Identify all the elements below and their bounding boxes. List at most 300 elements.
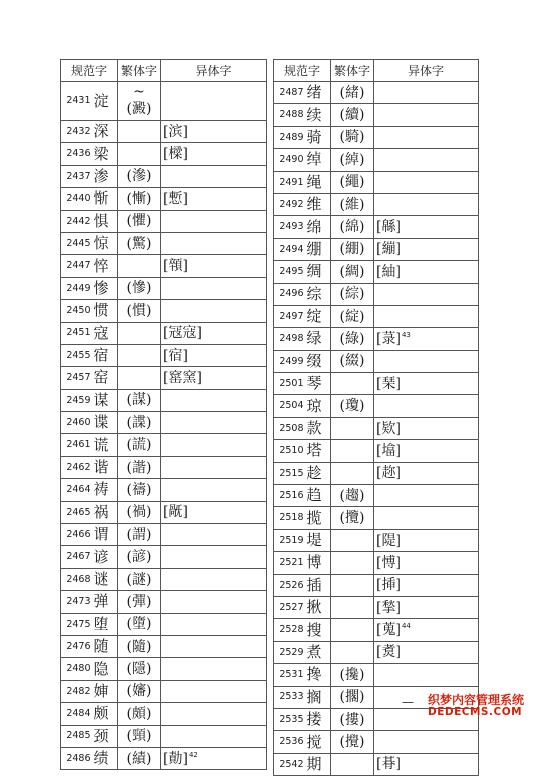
standard-char-text: 淀 [93,91,109,110]
standard-char-text: 揽 [306,508,322,527]
variant-char [161,143,267,165]
row-number-text: 2498 [279,333,304,345]
traditional-char-text: (頸) [126,728,152,745]
table-row [274,238,479,260]
standard-char [93,277,118,299]
standard-char-text: 塔 [306,441,322,460]
table-row [61,412,267,434]
standard-char [306,731,331,753]
variant-char [374,305,479,327]
variant-char [374,731,479,753]
row-number-text: 2542 [279,758,304,770]
standard-char-text: 谋 [93,390,109,409]
row-number [274,686,306,708]
traditional-char [331,462,374,484]
row-number [61,300,93,322]
standard-char [306,328,331,350]
row-number [61,344,93,366]
variant-char [374,529,479,551]
traditional-char [331,82,374,104]
table-row [274,753,479,775]
table-row [61,613,267,635]
row-number-text: 2436 [66,148,91,160]
row-number [61,524,93,546]
standard-char [306,261,331,283]
traditional-char [118,82,161,121]
standard-char [306,216,331,238]
table-row [61,680,267,702]
row-number-text: 2467 [66,551,91,563]
traditional-char [331,686,374,708]
variant-char [161,434,267,456]
standard-char-text: 婶 [93,681,109,700]
traditional-char [331,283,374,305]
variant-char [161,658,267,680]
standard-char-text: 寇 [93,323,109,342]
row-number [274,619,306,641]
table-row [61,165,267,187]
table-row [61,747,267,769]
row-number [61,658,93,680]
traditional-char [118,344,161,366]
traditional-char [118,165,161,187]
variant-char-text: [繃] [376,241,401,258]
standard-char-text: 窑 [93,368,109,387]
variant-char-text: [慙] [163,190,188,207]
variant-char [161,725,267,747]
standard-char-text: 绸 [306,262,322,281]
table-row [274,328,479,350]
traditional-char-line: ~ [133,84,145,100]
variant-char [374,126,479,148]
row-number-text: 2510 [279,445,304,457]
row-number-text: 2442 [66,215,91,227]
traditional-char [331,328,374,350]
variant-char [161,501,267,523]
standard-char [306,417,331,439]
table-row [274,171,479,193]
standard-char-text: 谐 [93,458,109,477]
row-number [61,412,93,434]
row-number-text: 2431 [66,95,91,107]
row-number [274,216,306,238]
traditional-char-text: (謎) [126,571,152,588]
variant-char [374,753,479,775]
traditional-char-text: (緒) [339,84,365,101]
variant-char-text: [宿] [163,347,188,364]
row-number-text: 2494 [279,243,304,255]
variant-char-text: [顇] [163,258,188,275]
table-row [274,507,479,529]
table-row [61,725,267,747]
standard-char-text: 煮 [306,642,322,661]
traditional-char [118,255,161,277]
standard-char [93,546,118,568]
table-row [274,216,479,238]
variant-char [374,373,479,395]
variant-char-text: [趂] [376,465,401,482]
row-number [274,261,306,283]
row-number-text: 2526 [279,579,304,591]
traditional-char [118,591,161,613]
standard-char [93,703,118,725]
table-row [61,188,267,210]
traditional-char [118,613,161,635]
table-row [274,440,479,462]
table-row [274,261,479,283]
standard-char [93,524,118,546]
standard-char-text: 绪 [306,83,322,102]
standard-char-text: 搁 [306,687,322,706]
table-row [61,344,267,366]
row-number [274,373,306,395]
traditional-char-text: (滲) [126,168,152,185]
standard-char [93,635,118,657]
variant-char [161,344,267,366]
table-row [274,462,479,484]
variant-char-text: [墖] [376,442,401,459]
traditional-char [331,149,374,171]
row-number [61,121,93,143]
row-number-text: 2485 [66,730,91,742]
row-number-text: 2473 [66,596,91,608]
standard-char [306,305,331,327]
row-number [274,485,306,507]
variant-char [161,232,267,254]
row-number-text: 2521 [279,557,304,569]
traditional-char [118,277,161,299]
traditional-char-text: (慚) [126,190,152,207]
row-number [274,507,306,529]
row-number-text: 2451 [66,327,91,339]
row-number-text: 2487 [279,86,304,98]
standard-char-text: 惧 [93,211,109,230]
traditional-char-text: (綿) [339,219,365,236]
variant-char [161,479,267,501]
traditional-char-text: (摟) [339,711,365,728]
row-number-text: 2457 [66,372,91,384]
traditional-char-text: (諺) [126,549,152,566]
traditional-char-text: (驚) [126,235,152,252]
standard-char-text: 绿 [306,329,322,348]
standard-char [306,462,331,484]
standard-char-text: 期 [306,754,322,773]
standard-char [93,658,118,680]
row-number [274,82,306,104]
standard-char-text: 维 [306,195,322,214]
standard-char [306,686,331,708]
variant-char [374,395,479,417]
variant-char [374,216,479,238]
standard-char [93,568,118,590]
row-number-text: 2468 [66,573,91,585]
standard-char [93,456,118,478]
variant-char [161,300,267,322]
row-number-text: 2528 [279,624,304,636]
standard-char-text: 趋 [306,486,322,505]
table-row [274,373,479,395]
variant-char-text: [勣] [163,750,188,767]
variant-char [374,171,479,193]
row-number [61,703,93,725]
variant-char [161,367,267,389]
row-number-text: 2527 [279,601,304,613]
row-number-text: 2518 [279,512,304,524]
header-traditional-char: 繁体字 [331,60,374,82]
variant-char [374,462,479,484]
variant-char [161,546,267,568]
variant-char [161,121,267,143]
standard-char-text: 深 [93,122,109,141]
variant-char [161,322,267,344]
variant-char [374,485,479,507]
traditional-char-text: (瓊) [339,398,365,415]
standard-char-text: 谜 [93,570,109,588]
standard-char-text: 博 [306,553,322,572]
row-number-text: 2476 [66,640,91,652]
row-number [274,395,306,417]
standard-char [93,367,118,389]
standard-char-text: 款 [306,419,322,438]
row-number [274,238,306,260]
variant-char [374,283,479,305]
traditional-char-text: (嬸) [126,683,152,700]
traditional-char [118,524,161,546]
variant-char-text: [欵] [376,420,401,437]
standard-char [306,529,331,551]
standard-char [93,591,118,613]
standard-char [306,104,331,126]
table-row [274,417,479,439]
variant-char-text: [朞] [376,756,401,773]
standard-char [93,143,118,165]
table-row [61,501,267,523]
table-row [274,664,479,686]
traditional-char [118,188,161,210]
variant-char [161,277,267,299]
row-number-text: 2465 [66,506,91,518]
standard-char [306,440,331,462]
traditional-char [331,552,374,574]
traditional-char-text: (綻) [339,308,365,325]
traditional-char [331,104,374,126]
traditional-char [118,479,161,501]
standard-char-text: 揪 [306,598,322,617]
traditional-char-text: (懼) [126,213,152,230]
variant-char [374,596,479,618]
row-number-text: 2490 [279,154,304,166]
standard-char-text: 绰 [306,150,322,169]
standard-char [93,680,118,702]
variant-char [161,568,267,590]
variant-char [374,193,479,215]
standard-char [93,434,118,456]
traditional-char-text: (謀) [126,392,152,409]
header-traditional-char: 繁体字 [118,60,161,82]
table-row [61,389,267,411]
table-row [61,277,267,299]
variant-char-text: [揷] [376,577,401,594]
traditional-char-text: (諜) [126,414,152,431]
row-number [61,232,93,254]
traditional-char [118,635,161,657]
header-standard-char: 规范字 [274,60,331,82]
traditional-char [331,305,374,327]
standard-char-text: 堤 [306,531,322,549]
traditional-char-text: (擱) [339,689,365,706]
standard-char [306,596,331,618]
table-row [61,524,267,546]
row-number [274,193,306,215]
standard-char-text: 弹 [93,592,109,611]
watermark-line1: 织梦内容管理系统 [428,693,525,707]
traditional-char-text: (頗) [126,705,152,722]
row-number [61,479,93,501]
table-row [274,149,479,171]
row-number [274,753,306,775]
variant-char-text: [琹] [376,375,401,392]
traditional-char-text: (綴) [339,353,365,370]
header-variant-char: 异体字 [161,60,267,82]
variant-char [374,238,479,260]
standard-char [93,322,118,344]
row-number-text: 2466 [66,528,91,540]
traditional-char [331,171,374,193]
row-number [61,255,93,277]
row-number-text: 2437 [66,170,91,182]
standard-char [93,300,118,322]
watermark-line2: DEDECMS.COM [428,705,523,718]
traditional-char [118,367,161,389]
header-row [274,60,479,82]
table-row [61,210,267,232]
row-number-text: 2493 [279,221,304,233]
traditional-char [331,619,374,641]
standard-char-text: 祷 [93,480,109,499]
variant-char [374,440,479,462]
standard-char [93,613,118,635]
standard-char-text: 悴 [93,256,109,275]
table-row [274,574,479,596]
standard-char-text: 骑 [306,127,322,146]
standard-char-text: 惨 [93,278,109,297]
row-number-text: 2482 [66,685,91,697]
watermark-logo [428,694,524,718]
row-number-text: 2480 [66,663,91,675]
row-number-text: 2464 [66,484,91,496]
traditional-char-text: (彈) [126,593,152,610]
variant-char [161,210,267,232]
standard-char [93,725,118,747]
table-row [274,350,479,372]
standard-char [306,574,331,596]
row-number [61,501,93,523]
traditional-char-text: (慘) [126,280,152,297]
row-number [274,574,306,596]
traditional-char-text: (禱) [126,481,152,498]
row-number-text: 2501 [279,378,304,390]
standard-char-text: 隐 [93,659,109,678]
table-row [61,635,267,657]
row-number [274,731,306,753]
traditional-char [331,753,374,775]
row-number-text: 2432 [66,125,91,137]
row-number-text: 2516 [279,489,304,501]
row-number [61,591,93,613]
traditional-char [118,412,161,434]
standard-char [93,479,118,501]
standard-char [93,210,118,232]
row-number-text: 2495 [279,266,304,278]
traditional-char-text: (趨) [339,487,365,504]
traditional-char [118,546,161,568]
table-row [61,300,267,322]
footnote-marker: 43 [401,330,411,339]
traditional-char-text: (攪) [339,734,365,751]
row-number [274,641,306,663]
variant-char [374,552,479,574]
variant-char-text: [紬] [376,263,401,280]
row-number-text: 2449 [66,282,91,294]
table-row [274,193,479,215]
standard-char [93,232,118,254]
standard-char-text: 琼 [306,396,322,415]
variant-char [161,188,267,210]
traditional-char-text: (墮) [126,616,152,633]
row-number [274,440,306,462]
table-row [61,546,267,568]
variant-char [374,664,479,686]
variant-char [161,82,267,121]
standard-char-text: 惯 [93,301,109,320]
standard-char-text: 惭 [93,189,109,208]
standard-char-text: 渗 [93,166,109,185]
traditional-char-text: (綜) [339,286,365,303]
table-row [61,658,267,680]
row-number [61,389,93,411]
standard-char [93,121,118,143]
row-number [61,456,93,478]
row-number-text: 2445 [66,237,91,249]
variant-char [374,82,479,104]
variant-char [374,641,479,663]
row-number [274,708,306,730]
variant-char [161,524,267,546]
table-row [61,568,267,590]
standard-char [93,412,118,434]
standard-char-text: 宿 [93,346,109,365]
standard-char-text: 颇 [93,704,109,723]
traditional-char-text: (禍) [126,504,152,521]
variant-char-text: [窰窯] [163,369,202,386]
traditional-char [331,507,374,529]
variant-char [374,619,479,641]
standard-char [306,664,331,686]
standard-char [93,255,118,277]
standard-char-text: 趁 [306,463,322,482]
row-number [61,747,93,769]
variant-char-text: [菉] [376,330,401,347]
traditional-char [118,747,161,769]
traditional-char [118,703,161,725]
row-number [61,613,93,635]
table-row [61,703,267,725]
standard-char-text: 绳 [306,172,322,191]
traditional-char [118,210,161,232]
standard-char [306,373,331,395]
traditional-char-text: (攬) [339,510,365,527]
row-number [274,462,306,484]
